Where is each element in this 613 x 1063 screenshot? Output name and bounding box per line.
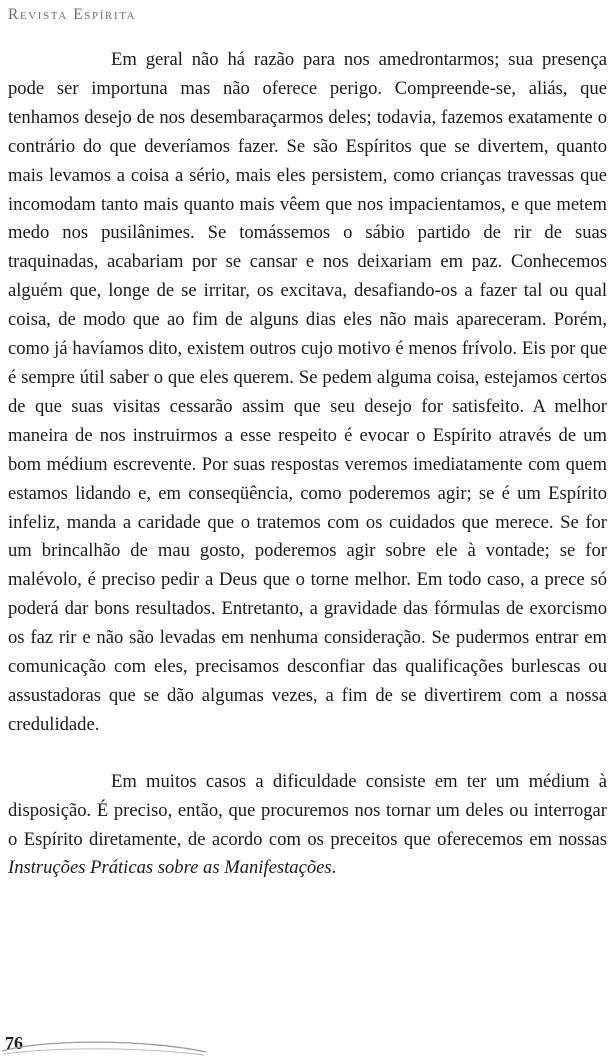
paragraph-text: Em muitos casos a dificuldade consiste em ter um médium à disposição. É preciso, então, que procuremos nos tornar um deles ou interrogar o Espírito diretamente, de acordo com os preceitos que oferecemos em nossas (8, 770, 607, 850)
body-text (8, 46, 607, 883)
page-number: 76 (5, 1033, 23, 1053)
paragraph: Em geral não há razão para nos amedrontarmos; sua presença pode ser importuna mas não oferece perigo. Compreende-se, aliás, que tenhamos desejo de nos desembaraçarmos deles; todavia, fazemos exatamente o contrário do que deveríamos fazer. Se são Espíritos que se divertem, quanto mais levamos a coisa a sério, mais eles persistem, como crianças travessas que incomodam tanto mais quanto mais vêem que nos impacientamos, e que metem medo nos pusilânimes. Se tomássemos o sábio partido de rir de suas traquinadas, acabariam por se cansar e nos deixariam em paz. Conhecemos alguém que, longe de se irritar, os excitava, desafiando-os a fazer tal ou qual coisa, de modo que ao fim de alguns dias eles não mais apareceram. Porém, como já havíamos dito, existem outros cujo motivo é menos frívolo. Eis por que é sempre útil saber o que eles querem. Se pedem alguma coisa, estejamos certos de que suas visitas cessarão assim que seu desejo for satisfeito. A melhor maneira de nos instruirmos a esse respeito é evocar o Espírito através de um bom médium escrevente. Por suas respostas veremos imediatamente com quem estamos lidando e, em conseqüência, como poderemos agir; se é um Espírito infeliz, manda a caridade que o tratemos com os cuidados que merece. Se for um brincalhão de mau gosto, poderemos agir sobre ele à vontade; se for malévolo, é preciso pedir a Deus que o torne melhor. Em todo caso, a prece só poderá dar bons resultados. Entretanto, a gravidade das fórmulas de exorcismo os faz rir e não são levadas em nenhuma consideração. Se pudermos entrar em comunicação com eles, precisamos desconfiar das qualificações burlescas ou assustadoras que se dão algumas vezes, a fim de se divertirem com a nossa credulidade. (8, 49, 607, 735)
paragraph-end-punctuation: . (331, 857, 337, 879)
running-head-title: Revista Espírita (8, 6, 137, 23)
folio-swoosh-ornament (0, 1036, 210, 1060)
book-title-reference: Instruções Práticas sobre as Manifestações (8, 857, 332, 879)
paragraph (8, 768, 607, 884)
